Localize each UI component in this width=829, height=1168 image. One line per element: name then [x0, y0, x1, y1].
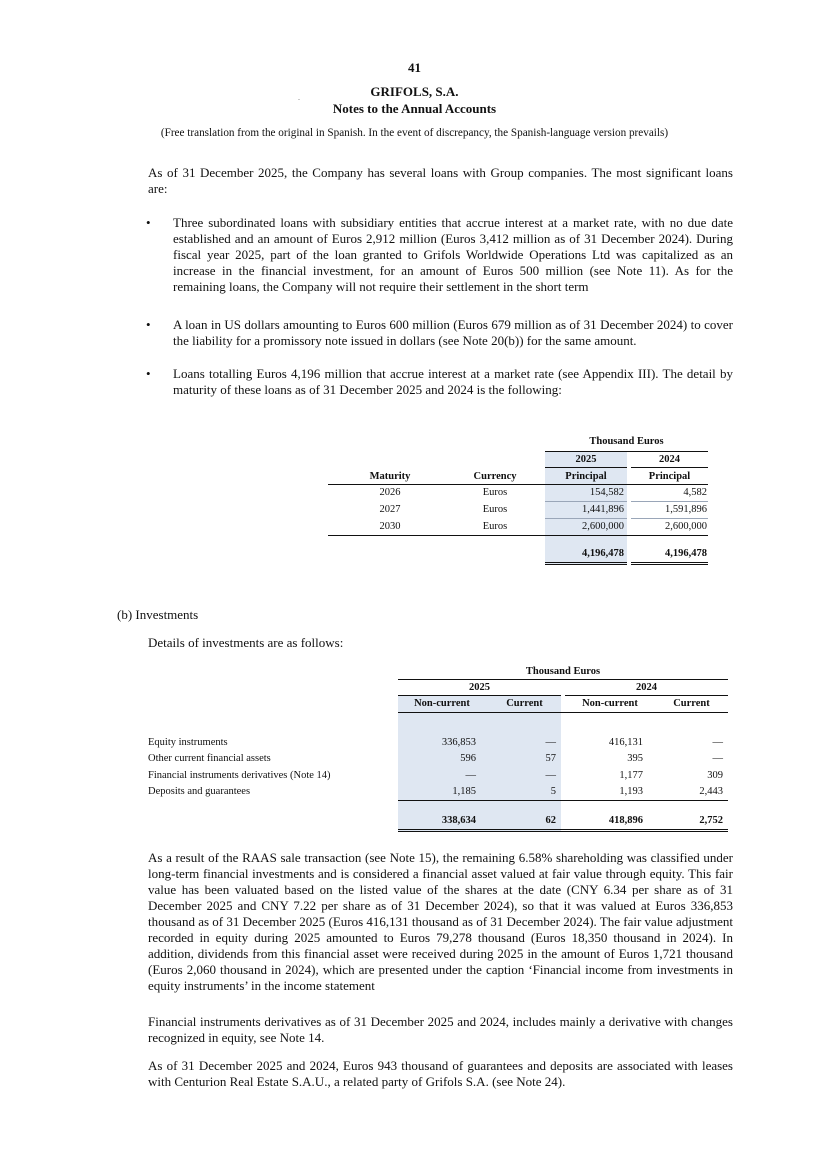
noncurrent-2025-cell: 336,853 — [441, 737, 476, 748]
loans-bullet-1: Three subordinated loans with subsidiary entities that accrue interest at a market rate, with no due date established and an amount of Euros 2,912 million (Euros 3,412 million as of 31 December 2024). During fiscal year 2025, part of the loan granted to Grifols Worldwide Operations Ltd was capitalized as an increase in the financial investment, for an amount of Euros 500 million (see Note 11). As for the remaining loans, the Company will not require their settlement in the short term — [173, 215, 733, 294]
row-label: Other current financial assets — [148, 753, 271, 764]
loans-year-2024: 2024 — [659, 454, 680, 465]
loans-year-2025: 2025 — [575, 454, 597, 465]
raas-paragraph: As a result of the RAAS sale transaction (see Note 15), the remaining 6.58% shareholding was classified under long-term financial investments and is considered a financial asset valued at fair value through equity. This fair value has been valuated based on the listed value of the shares at the date (CNY 6.34 per share as of 31 December 2025 and CNY 7.22 per share as of 31 December 2024), so that it was valued at Euros 336,853 thousand as of 31 December 2025 (Euros 416,131 thousand as of 31 December 2024). The fair value adjustment recorded in equity during 2025 amounted to Euros 79,278 thousand (Euros 18,350 thousand in 2024). In addition, dividends from this financial asset were received during 2025 in the amount of Euros 1,721 thousand (Euros 2,060 thousand in 2024), which are presented under the caption ‘Financial income from investments in equity instruments’ in the income statement — [148, 850, 733, 993]
loans-bullet-3: Loans totalling Euros 4,196 million that accrue interest at a market rate (see Appendix III). The detail by maturity of these loans as of 31 December 2025 and 2024 is the following: — [173, 366, 733, 397]
total-current-2024: 2,752 — [699, 815, 723, 826]
maturity-cell: 2026 — [379, 487, 401, 498]
current-2025-cell: — — [545, 770, 556, 781]
maturity-cell: 2030 — [379, 521, 401, 532]
noncurrent-2025-cell: 596 — [460, 753, 476, 764]
company-name: GRIFOLS, S.A. — [370, 84, 459, 99]
principal-2025-cell: 154,582 — [589, 487, 624, 498]
bullet-icon: • — [146, 215, 151, 230]
stray-dot: . — [298, 93, 300, 102]
maturity-cell: 2027 — [379, 504, 401, 515]
translation-disclaimer: (Free translation from the original in Spanish. In the event of discrepancy, the Spanish-language version prevails) — [160, 127, 669, 139]
loans-group-header: Thousand Euros — [589, 436, 664, 447]
noncurrent-2025-cell: 1,185 — [452, 786, 476, 797]
noncurrent-2024-cell: 1,177 — [619, 770, 643, 781]
current-2025-cell: — — [545, 737, 556, 748]
investments-intro: Details of investments are as follows: — [148, 635, 344, 650]
col-principal-2025: Principal — [565, 471, 607, 482]
row-label: Equity instruments — [148, 737, 228, 748]
total-noncurrent-2024: 418,896 — [608, 815, 643, 826]
document-subtitle: Notes to the Annual Accounts — [332, 101, 497, 116]
currency-cell: Euros — [482, 504, 508, 515]
col-maturity: Maturity — [369, 471, 411, 482]
col-current-2024: Current — [673, 698, 710, 709]
page-number: 41 — [408, 60, 421, 75]
bullet-icon: • — [146, 366, 151, 381]
investments-year-2025: 2025 — [469, 682, 490, 693]
total-noncurrent-2025: 338,634 — [441, 815, 476, 826]
col-currency: Currency — [473, 471, 517, 482]
currency-cell: Euros — [482, 487, 508, 498]
col-current-2025: Current — [506, 698, 543, 709]
current-2024-cell: 2,443 — [699, 786, 723, 797]
principal-2024-cell: 2,600,000 — [665, 521, 707, 532]
loans-total-2025: 4,196,478 — [582, 548, 624, 559]
noncurrent-2025-cell: — — [465, 770, 476, 781]
row-label: Financial instruments derivatives (Note 14) — [148, 770, 331, 781]
current-2024-cell: — — [712, 737, 723, 748]
loans-total-2024: 4,196,478 — [665, 548, 707, 559]
principal-2025-cell: 2,600,000 — [582, 521, 624, 532]
noncurrent-2024-cell: 1,193 — [619, 786, 643, 797]
principal-2024-cell: 4,582 — [683, 487, 707, 498]
total-current-2025: 62 — [545, 815, 556, 826]
loans-intro: As of 31 December 2025, the Company has several loans with Group companies. The most significant loans are: — [148, 165, 733, 196]
principal-2024-cell: 1,591,896 — [665, 504, 707, 515]
current-2025-cell: 57 — [545, 753, 556, 764]
loans-bullet-2: A loan in US dollars amounting to Euros 600 million (Euros 679 million as of 31 December 2024) to cover the liability for a promissory note issued in dollars (see Note 20(b)) for the same amount. — [173, 317, 733, 348]
bullet-icon: • — [146, 317, 151, 332]
col-noncurrent-2025: Non-current — [414, 698, 470, 709]
current-2024-cell: — — [712, 753, 723, 764]
investments-heading: (b) Investments — [117, 607, 199, 622]
derivatives-paragraph: Financial instruments derivatives as of 31 December 2025 and 2024, includes mainly a derivative with changes recognized in equity, see Note 14. — [148, 1014, 733, 1045]
col-noncurrent-2024: Non-current — [582, 698, 638, 709]
investments-group-header: Thousand Euros — [525, 666, 601, 677]
row-label: Deposits and guarantees — [148, 786, 251, 797]
currency-cell: Euros — [482, 521, 508, 532]
principal-2025-cell: 1,441,896 — [582, 504, 624, 515]
guarantees-paragraph: As of 31 December 2025 and 2024, Euros 943 thousand of guarantees and deposits are associated with leases with Centurion Real Estate S.A.U., a related party of Grifols S.A. (see Note 24). — [148, 1058, 733, 1089]
current-2024-cell: 309 — [707, 770, 723, 781]
noncurrent-2024-cell: 395 — [627, 753, 643, 764]
noncurrent-2024-cell: 416,131 — [608, 737, 643, 748]
current-2025-cell: 5 — [550, 786, 556, 797]
col-principal-2024: Principal — [648, 471, 691, 482]
highlight-2025-columns — [398, 696, 561, 832]
investments-year-2024: 2024 — [636, 682, 657, 693]
